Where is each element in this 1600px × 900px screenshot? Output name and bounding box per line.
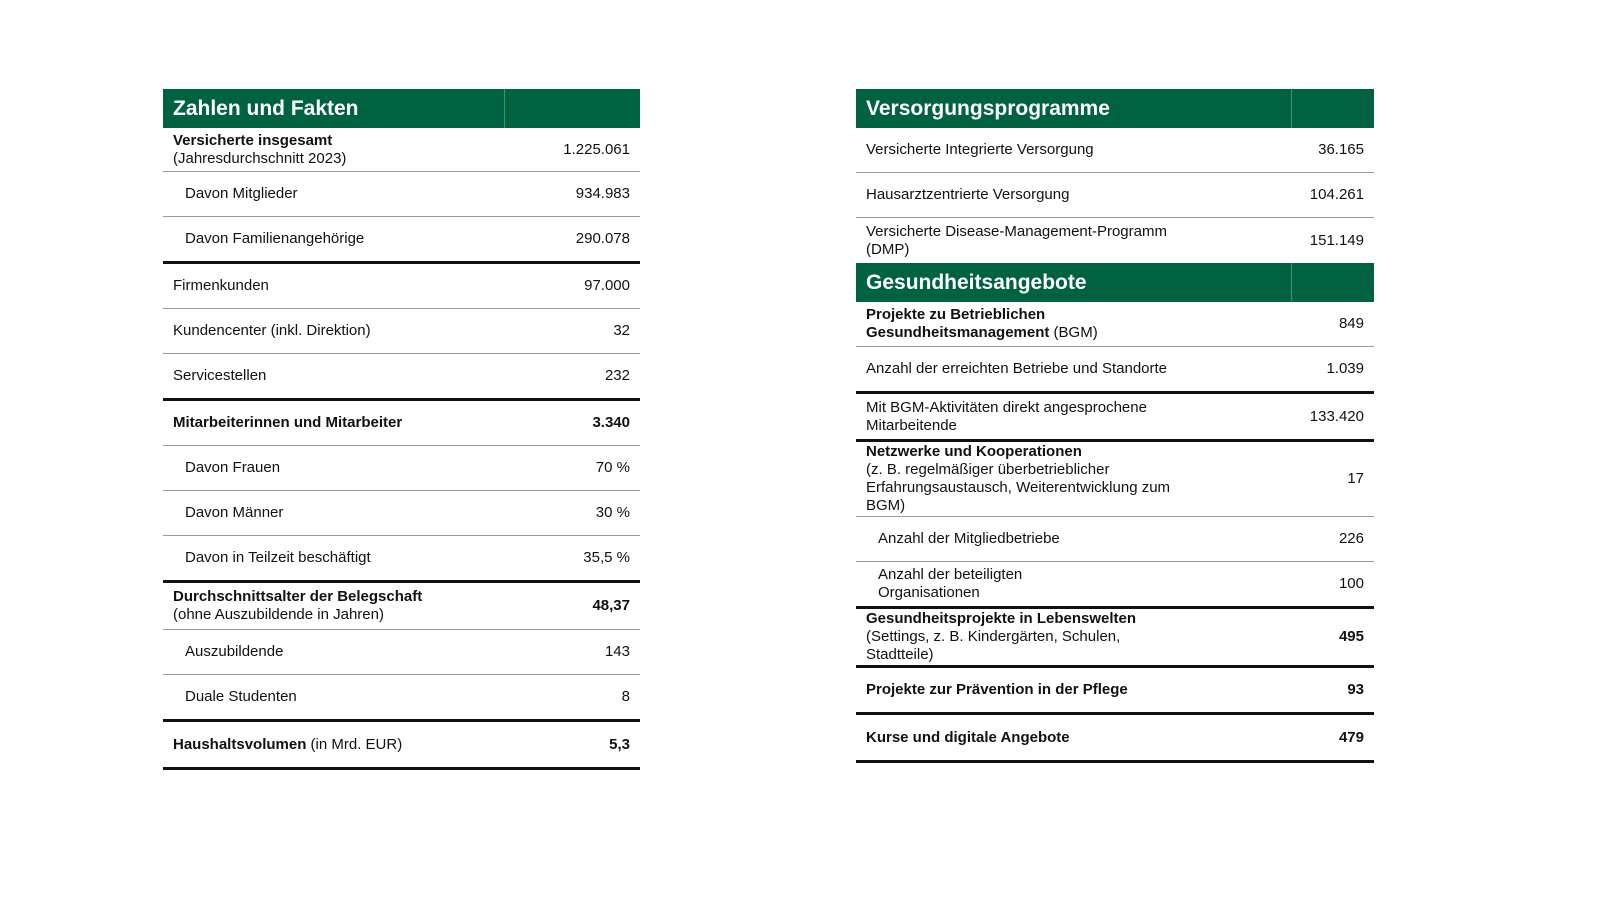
table-row (856, 302, 1374, 347)
row-label: Duale Studenten (185, 688, 297, 705)
row-label-sub: Organisationen (878, 584, 980, 601)
table-row (856, 715, 1374, 763)
row-value: 232 (604, 367, 630, 384)
table-row (163, 491, 640, 536)
row-label-sub: Stadtteile) (866, 646, 934, 663)
row-value: 151.149 (1309, 231, 1364, 249)
row-value: 100 (1338, 575, 1364, 592)
table-row (856, 609, 1374, 668)
table-row (163, 401, 640, 446)
row-label: Hausarztzentrierte Versorgung (866, 186, 1070, 203)
row-value: 97.000 (584, 277, 630, 294)
table-row (856, 218, 1374, 263)
table-title: Gesundheitsangebote (866, 270, 1087, 294)
row-label-bold: Gesundheitsprojekte in Lebenswelten (866, 610, 1137, 627)
row-label: Versicherte Disease-Management-Programm (866, 222, 1167, 240)
row-value: 133.420 (1309, 407, 1364, 425)
row-value: 36.165 (1318, 141, 1364, 158)
row-label: Davon in Teilzeit beschäftigt (185, 549, 371, 566)
row-label: Davon Männer (185, 504, 284, 521)
table-row (856, 562, 1374, 609)
row-value: 32 (613, 322, 630, 339)
row-label-bold: Projekte zur Prävention in der Pflege (866, 681, 1128, 698)
row-label-bold: Netzwerke und Kooperationen (866, 443, 1082, 460)
header-divider (1291, 89, 1292, 128)
table-header (163, 89, 640, 128)
row-value: 226 (1338, 530, 1364, 547)
table-row (163, 128, 640, 172)
table-row (856, 517, 1374, 562)
row-label-bold: Durchschnittsalter der Belegschaft (173, 588, 423, 605)
table-row (163, 536, 640, 583)
table-row (163, 630, 640, 675)
table-header (856, 89, 1374, 128)
table-row (163, 722, 640, 770)
row-value: 849 (1338, 315, 1364, 332)
table-title: Zahlen und Fakten (173, 96, 359, 120)
row-value: 479 (1338, 728, 1364, 746)
row-value: 30 % (595, 504, 630, 521)
table-row (856, 394, 1374, 442)
row-label: Davon Frauen (185, 459, 281, 476)
table-versorgungsprogramme (856, 89, 1374, 763)
table-row (163, 264, 640, 309)
row-label-sub: (z. B. regelmäßiger überbetrieblicher (866, 461, 1110, 478)
row-value: 8 (621, 688, 630, 705)
table-row (856, 128, 1374, 173)
row-label-sub: (DMP) (866, 240, 910, 258)
row-label-sub: (BGM) (1049, 324, 1098, 341)
row-label-sub: (ohne Auszubildende in Jahren) (173, 606, 384, 623)
row-value: 1.225.061 (563, 140, 630, 158)
row-label: Anzahl der Mitgliedbetriebe (878, 530, 1060, 547)
row-label: Anzahl der erreichten Betriebe und Standorte (866, 360, 1168, 377)
table-row (856, 347, 1374, 394)
row-label-bold: Haushaltsvolumen (173, 735, 307, 753)
table-row (856, 173, 1374, 218)
row-label-bold: Mitarbeiterinnen und Mitarbeiter (173, 414, 403, 431)
row-value: 93 (1347, 681, 1364, 698)
row-value: 290.078 (575, 230, 630, 247)
row-label-sub: (Settings, z. B. Kindergärten, Schulen, (866, 628, 1121, 645)
table-row (163, 583, 640, 630)
row-value: 3.340 (592, 414, 630, 431)
row-value: 495 (1338, 628, 1364, 645)
row-label-sub: Mitarbeitende (866, 416, 957, 434)
table-header (856, 263, 1374, 302)
row-label: Mit BGM-Aktivitäten direkt angesprochene (866, 398, 1147, 416)
row-label: Auszubildende (185, 643, 284, 660)
row-label-bold: Versicherte insgesamt (173, 131, 333, 149)
row-label-sub: BGM) (866, 497, 906, 514)
row-label: Davon Mitglieder (185, 185, 298, 202)
row-label: Firmenkunden (173, 277, 269, 294)
row-value: 17 (1347, 470, 1364, 487)
header-divider (504, 89, 505, 128)
row-label: Davon Familienangehörige (185, 230, 365, 247)
row-value: 70 % (595, 459, 630, 476)
row-value: 1.039 (1326, 360, 1364, 377)
row-value: 48,37 (592, 597, 630, 614)
table-row (163, 446, 640, 491)
table-zahlen-und-fakten (163, 89, 640, 770)
row-value: 143 (604, 643, 630, 660)
row-value: 104.261 (1309, 186, 1364, 203)
row-label-unit: (in Mrd. EUR) (306, 735, 403, 753)
row-label-bold: Gesundheitsmanagement (866, 324, 1050, 341)
row-label: Anzahl der beteiligten (878, 566, 1023, 583)
table-row (163, 217, 640, 264)
row-label-sub: Erfahrungsaustausch, Weiterentwicklung zum (866, 479, 1171, 496)
header-divider (1291, 263, 1292, 302)
row-label-bold: Projekte zu Betrieblichen (866, 306, 1046, 323)
table-row (856, 442, 1374, 517)
row-label: Kundencenter (inkl. Direktion) (173, 322, 371, 339)
row-value: 934.983 (575, 185, 630, 202)
table-row (163, 309, 640, 354)
row-label-sub: (Jahresdurchschnitt 2023) (173, 149, 347, 167)
row-label-bold: Kurse und digitale Angebote (866, 728, 1070, 746)
row-value: 5,3 (609, 735, 630, 753)
table-row (856, 668, 1374, 715)
table-title: Versorgungsprogramme (866, 96, 1110, 120)
table-row (163, 172, 640, 217)
row-value: 35,5 % (583, 549, 630, 566)
table-row (163, 354, 640, 401)
row-label: Versicherte Integrierte Versorgung (866, 141, 1094, 158)
row-label: Servicestellen (173, 367, 267, 384)
table-row (163, 675, 640, 722)
